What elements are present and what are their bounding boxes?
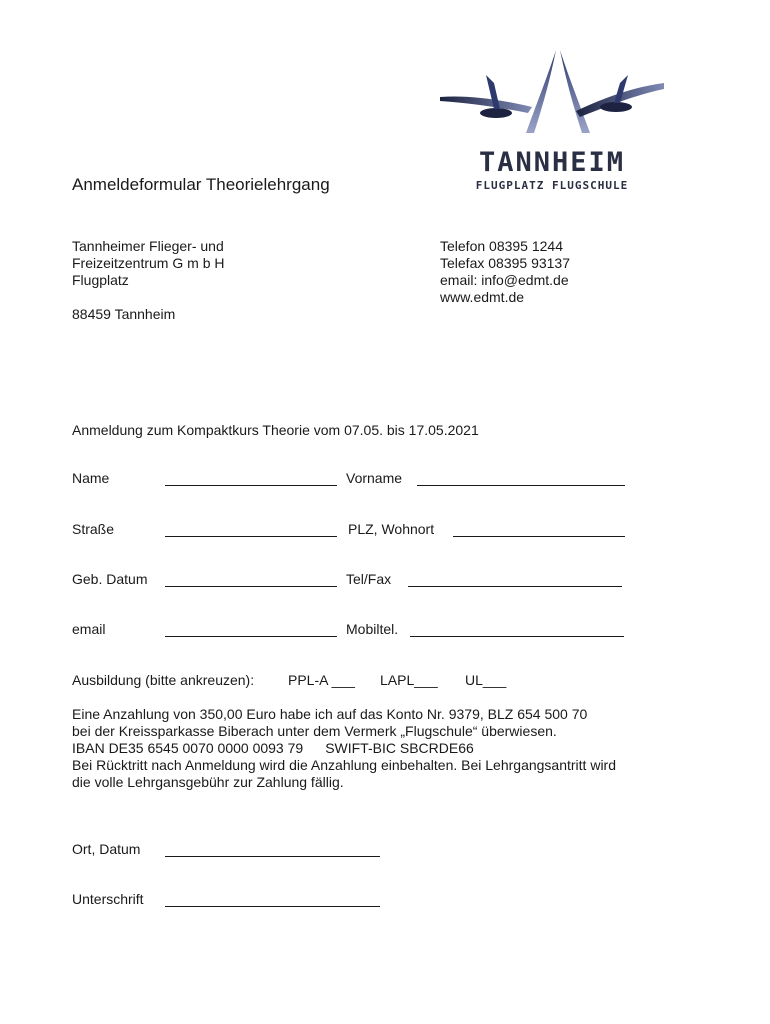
unterschrift-field[interactable] <box>165 906 380 907</box>
geb-field[interactable] <box>165 586 337 587</box>
payment-line: Bei Rücktritt nach Anmeldung wird die Anzahlung einbehalten. Bei Lehrgangsantritt wird <box>72 757 616 773</box>
address-block <box>72 238 224 323</box>
address-line: Tannheimer Flieger- und <box>72 238 224 254</box>
contact-block <box>440 238 570 306</box>
payment-iban: IBAN DE35 6545 0070 0000 0093 79 <box>72 740 304 756</box>
address-line: Freizeitzentrum G m b H <box>72 255 225 271</box>
ort-datum-field[interactable] <box>165 856 380 857</box>
course-line: Anmeldung zum Kompaktkurs Theorie vom 07.05. bis 17.05.2021 <box>72 422 479 438</box>
payment-line: Eine Anzahlung von 350,00 Euro habe ich auf das Konto Nr. 9379, BLZ 654 500 70 <box>72 706 588 722</box>
name-field[interactable] <box>165 485 337 486</box>
logo-subtitle: FLUGPLATZ FLUGSCHULE <box>475 179 629 192</box>
unterschrift-label: Unterschrift <box>72 891 144 907</box>
contact-email: email: info@edmt.de <box>440 272 569 288</box>
vorname-field[interactable] <box>417 485 625 486</box>
tel-field[interactable] <box>408 586 622 587</box>
tel-label: Tel/Fax <box>346 571 392 587</box>
form-title: Anmeldeformular Theorielehrgang <box>72 175 330 194</box>
payment-line: die volle Lehrgansgebühr zur Zahlung fällig. <box>72 774 344 790</box>
geb-label: Geb. Datum <box>72 571 148 587</box>
strasse-field[interactable] <box>165 536 337 537</box>
payment-line: bei der Kreissparkasse Biberach unter dem Vermerk „Flugschule“ überwiesen. <box>72 723 557 739</box>
ul-option[interactable]: UL___ <box>465 672 507 688</box>
ppl-option[interactable]: PPL-A ___ <box>288 672 355 688</box>
training-label: Ausbildung (bitte ankreuzen): <box>72 672 255 688</box>
name-label: Name <box>72 470 110 486</box>
address-postcode: 88459 Tannheim <box>72 306 176 322</box>
payment-paragraph <box>72 706 616 791</box>
contact-web: www.edmt.de <box>440 289 525 305</box>
contact-fax: Telefax 08395 93137 <box>440 255 570 271</box>
mobil-field[interactable] <box>410 636 624 637</box>
address-line: Flugplatz <box>72 272 129 288</box>
email-field[interactable] <box>165 636 337 637</box>
vorname-label: Vorname <box>346 470 403 486</box>
lapl-option[interactable]: LAPL___ <box>380 672 438 688</box>
contact-phone: Telefon 08395 1244 <box>440 238 563 254</box>
email-label: email <box>72 621 106 637</box>
payment-swift: SWIFT-BIC SBCRDE66 <box>325 740 474 756</box>
ort-datum-label: Ort, Datum <box>72 841 141 857</box>
plz-field[interactable] <box>453 536 625 537</box>
logo-title: TANNHEIM <box>478 147 626 178</box>
mobil-label: Mobiltel. <box>346 621 399 637</box>
plz-label: PLZ, Wohnort <box>348 521 435 537</box>
payment-bank-line <box>72 740 616 757</box>
tannheim-logo <box>438 45 666 195</box>
airplanes-logo-icon <box>438 45 666 145</box>
strasse-label: Straße <box>72 521 115 537</box>
